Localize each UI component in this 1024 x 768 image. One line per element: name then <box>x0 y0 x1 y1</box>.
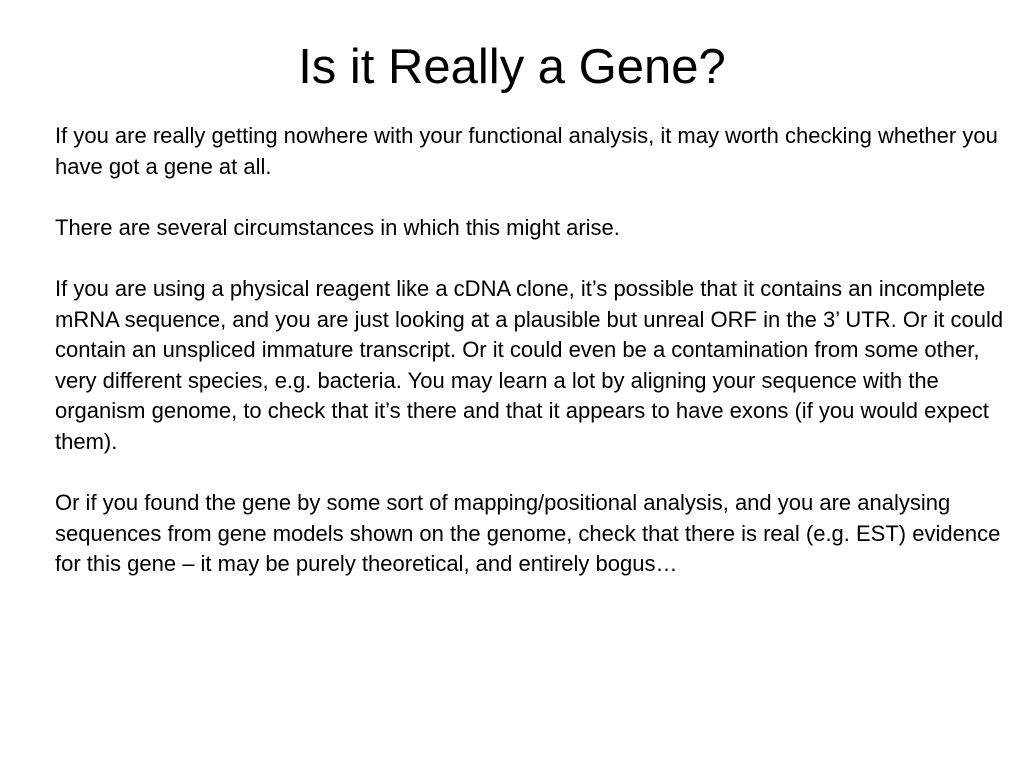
paragraph-circumstances: There are several circumstances in which this might arise. <box>55 214 620 240</box>
slide-body <box>55 121 1005 580</box>
paragraph-mapping-analysis: Or if you found the gene by some sort of mapping/positional analysis, and you are analysing sequences from gene models shown on the genome, check that there is real (e.g. EST) evidence for this gene – it may be purely theoretical, and entirely bogus… <box>55 490 1001 577</box>
slide-title: Is it Really a Gene? <box>298 40 726 94</box>
paragraph-physical-reagent: If you are using a physical reagent like a cDNA clone, it’s possible that it contains an incomplete mRNA sequence, and you are just looking at a plausible but unreal ORF in the 3’ UTR. Or it could contain an unspliced immature transcript. Or it could even be a contamination from some other, very different species, e.g. bacteria. You may learn a lot by aligning your sequence with the organism genome, to check that it’s there and that it appears to have exons (if you would expect them). <box>55 275 1004 454</box>
paragraph-intro: If you are really getting nowhere with your functional analysis, it may worth checking whether you have got a gene at all. <box>55 123 998 179</box>
